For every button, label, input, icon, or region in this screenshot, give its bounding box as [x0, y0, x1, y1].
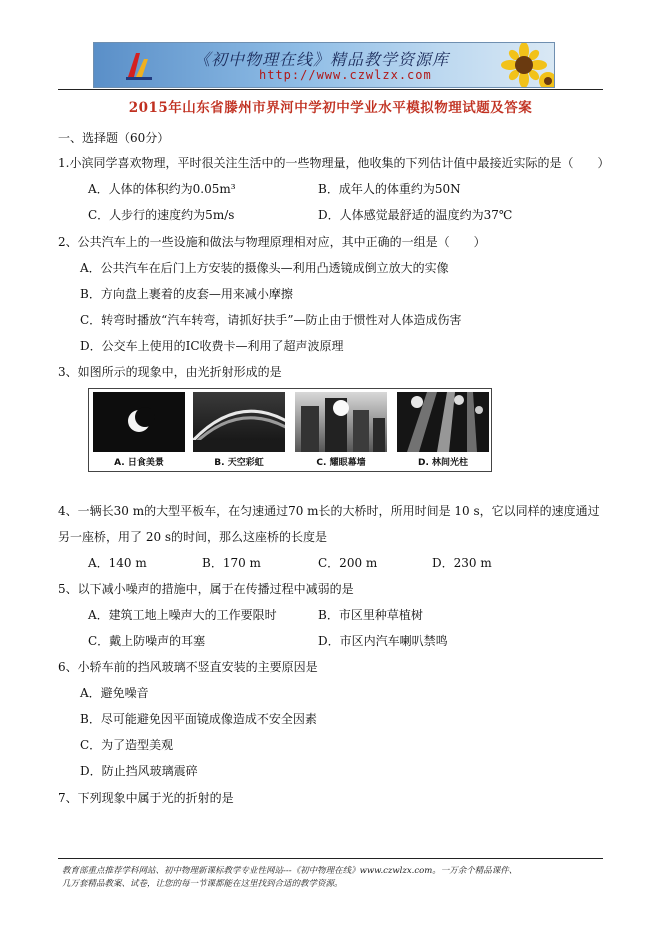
question-5-stem: 5、以下减小噪声的措施中，属于在传播过程中减弱的是	[58, 582, 354, 596]
question-6-option-a: A．避免噪音	[80, 686, 149, 700]
photo-caption-b: B. 天空彩虹	[214, 458, 264, 468]
question-4-option-c: C．200 m	[318, 556, 378, 570]
question-1-option-b: B．成年人的体重约为50N	[318, 182, 461, 196]
sunflower-icon	[484, 43, 554, 87]
rainbow-photo	[193, 392, 285, 452]
question-1-stem: 1.小滨同学喜欢物理，平时很关注生活中的一些物理量，他收集的下列估计值中最接近实际的是（ ）	[58, 156, 610, 170]
banner-url: http://www.czwlzx.com	[259, 68, 432, 82]
question-2-option-d: D．公交车上使用的IC收费卡—利用了超声波原理	[80, 339, 344, 353]
question-1-option-d: D．人体感觉最舒适的温度约为37℃	[318, 208, 513, 222]
forest-light-beams-photo	[397, 392, 489, 452]
question-5-option-b: B．市区里种草植树	[318, 608, 423, 622]
question-6-stem: 6、小轿车前的挡风玻璃不竖直安装的主要原因是	[58, 660, 318, 674]
solar-eclipse-photo	[93, 392, 185, 452]
footer-line-2: 几万套精品教案、试卷，让您的每一节课都能在这里找到合适的教学资源。	[62, 879, 343, 889]
question-4-option-d: D．230 m	[432, 556, 492, 570]
glass-curtain-wall-photo	[295, 392, 387, 452]
question-2-option-b: B．方向盘上裹着的皮套—用来减小摩擦	[80, 287, 293, 301]
question-2-option-c: C．转弯时播放“汽车转弯，请抓好扶手”—防止由于惯性对人体造成伤害	[80, 313, 462, 327]
question-2-option-a: A．公共汽车在后门上方安装的摄像头—利用凸透镜成倒立放大的实像	[80, 261, 449, 275]
header-banner	[93, 42, 555, 88]
header-rule	[58, 89, 603, 90]
question-4-stem-line-2: 另一座桥，用了 20 s的时间，那么这座桥的长度是	[58, 530, 328, 544]
photo-caption-d: D. 林间光柱	[417, 458, 469, 468]
question-1-option-a: A．人体的体积约为0.05m³	[88, 182, 236, 196]
document-title: 2015年山东省滕州市界河中学初中学业水平模拟物理试题及答案	[128, 100, 533, 116]
question-4-option-b: B．170 m	[202, 556, 261, 570]
section-heading: 一、选择题（60分）	[58, 131, 170, 145]
question-3-stem: 3、如图所示的现象中，由光折射形成的是	[58, 365, 282, 379]
photo-caption-c: C. 耀眼幕墙	[316, 458, 366, 468]
site-logo-icon	[124, 49, 154, 81]
question-3-photo-strip	[88, 388, 492, 472]
question-5-option-d: D．市区内汽车喇叭禁鸣	[318, 634, 448, 648]
question-7-stem: 7、下列现象中属于光的折射的是	[58, 791, 234, 805]
footer-line-1: 教育部重点推荐学科网站、初中物理新课标教学专业性网站---《初中物理在线》www.czwlzx.com。一万余个精品课件、	[62, 866, 518, 876]
question-5-option-c: C．戴上防噪声的耳塞	[88, 634, 206, 648]
question-6-option-c: C．为了造型美观	[80, 738, 174, 752]
question-5-option-a: A．建筑工地上噪声大的工作要限时	[88, 608, 277, 622]
question-1-option-c: C．人步行的速度约为5m/s	[88, 208, 235, 222]
question-4-option-a: A．140 m	[88, 556, 147, 570]
photo-caption-a: A. 日食美景	[114, 458, 164, 468]
question-2-stem: 2、公共汽车上的一些设施和做法与物理原理相对应，其中正确的一组是（ ）	[58, 235, 486, 249]
footer-rule	[58, 858, 603, 859]
question-4-stem-line-1: 4、一辆长30 m的大型平板车，在匀速通过70 m长的大桥时，所用时间是 10 s，它以同样的速度通过	[58, 504, 600, 518]
banner-title: 《初中物理在线》精品教学资源库	[194, 50, 450, 69]
question-6-option-b: B．尽可能避免因平面镜成像造成不安全因素	[80, 712, 317, 726]
question-6-option-d: D．防止挡风玻璃震碎	[80, 764, 198, 778]
